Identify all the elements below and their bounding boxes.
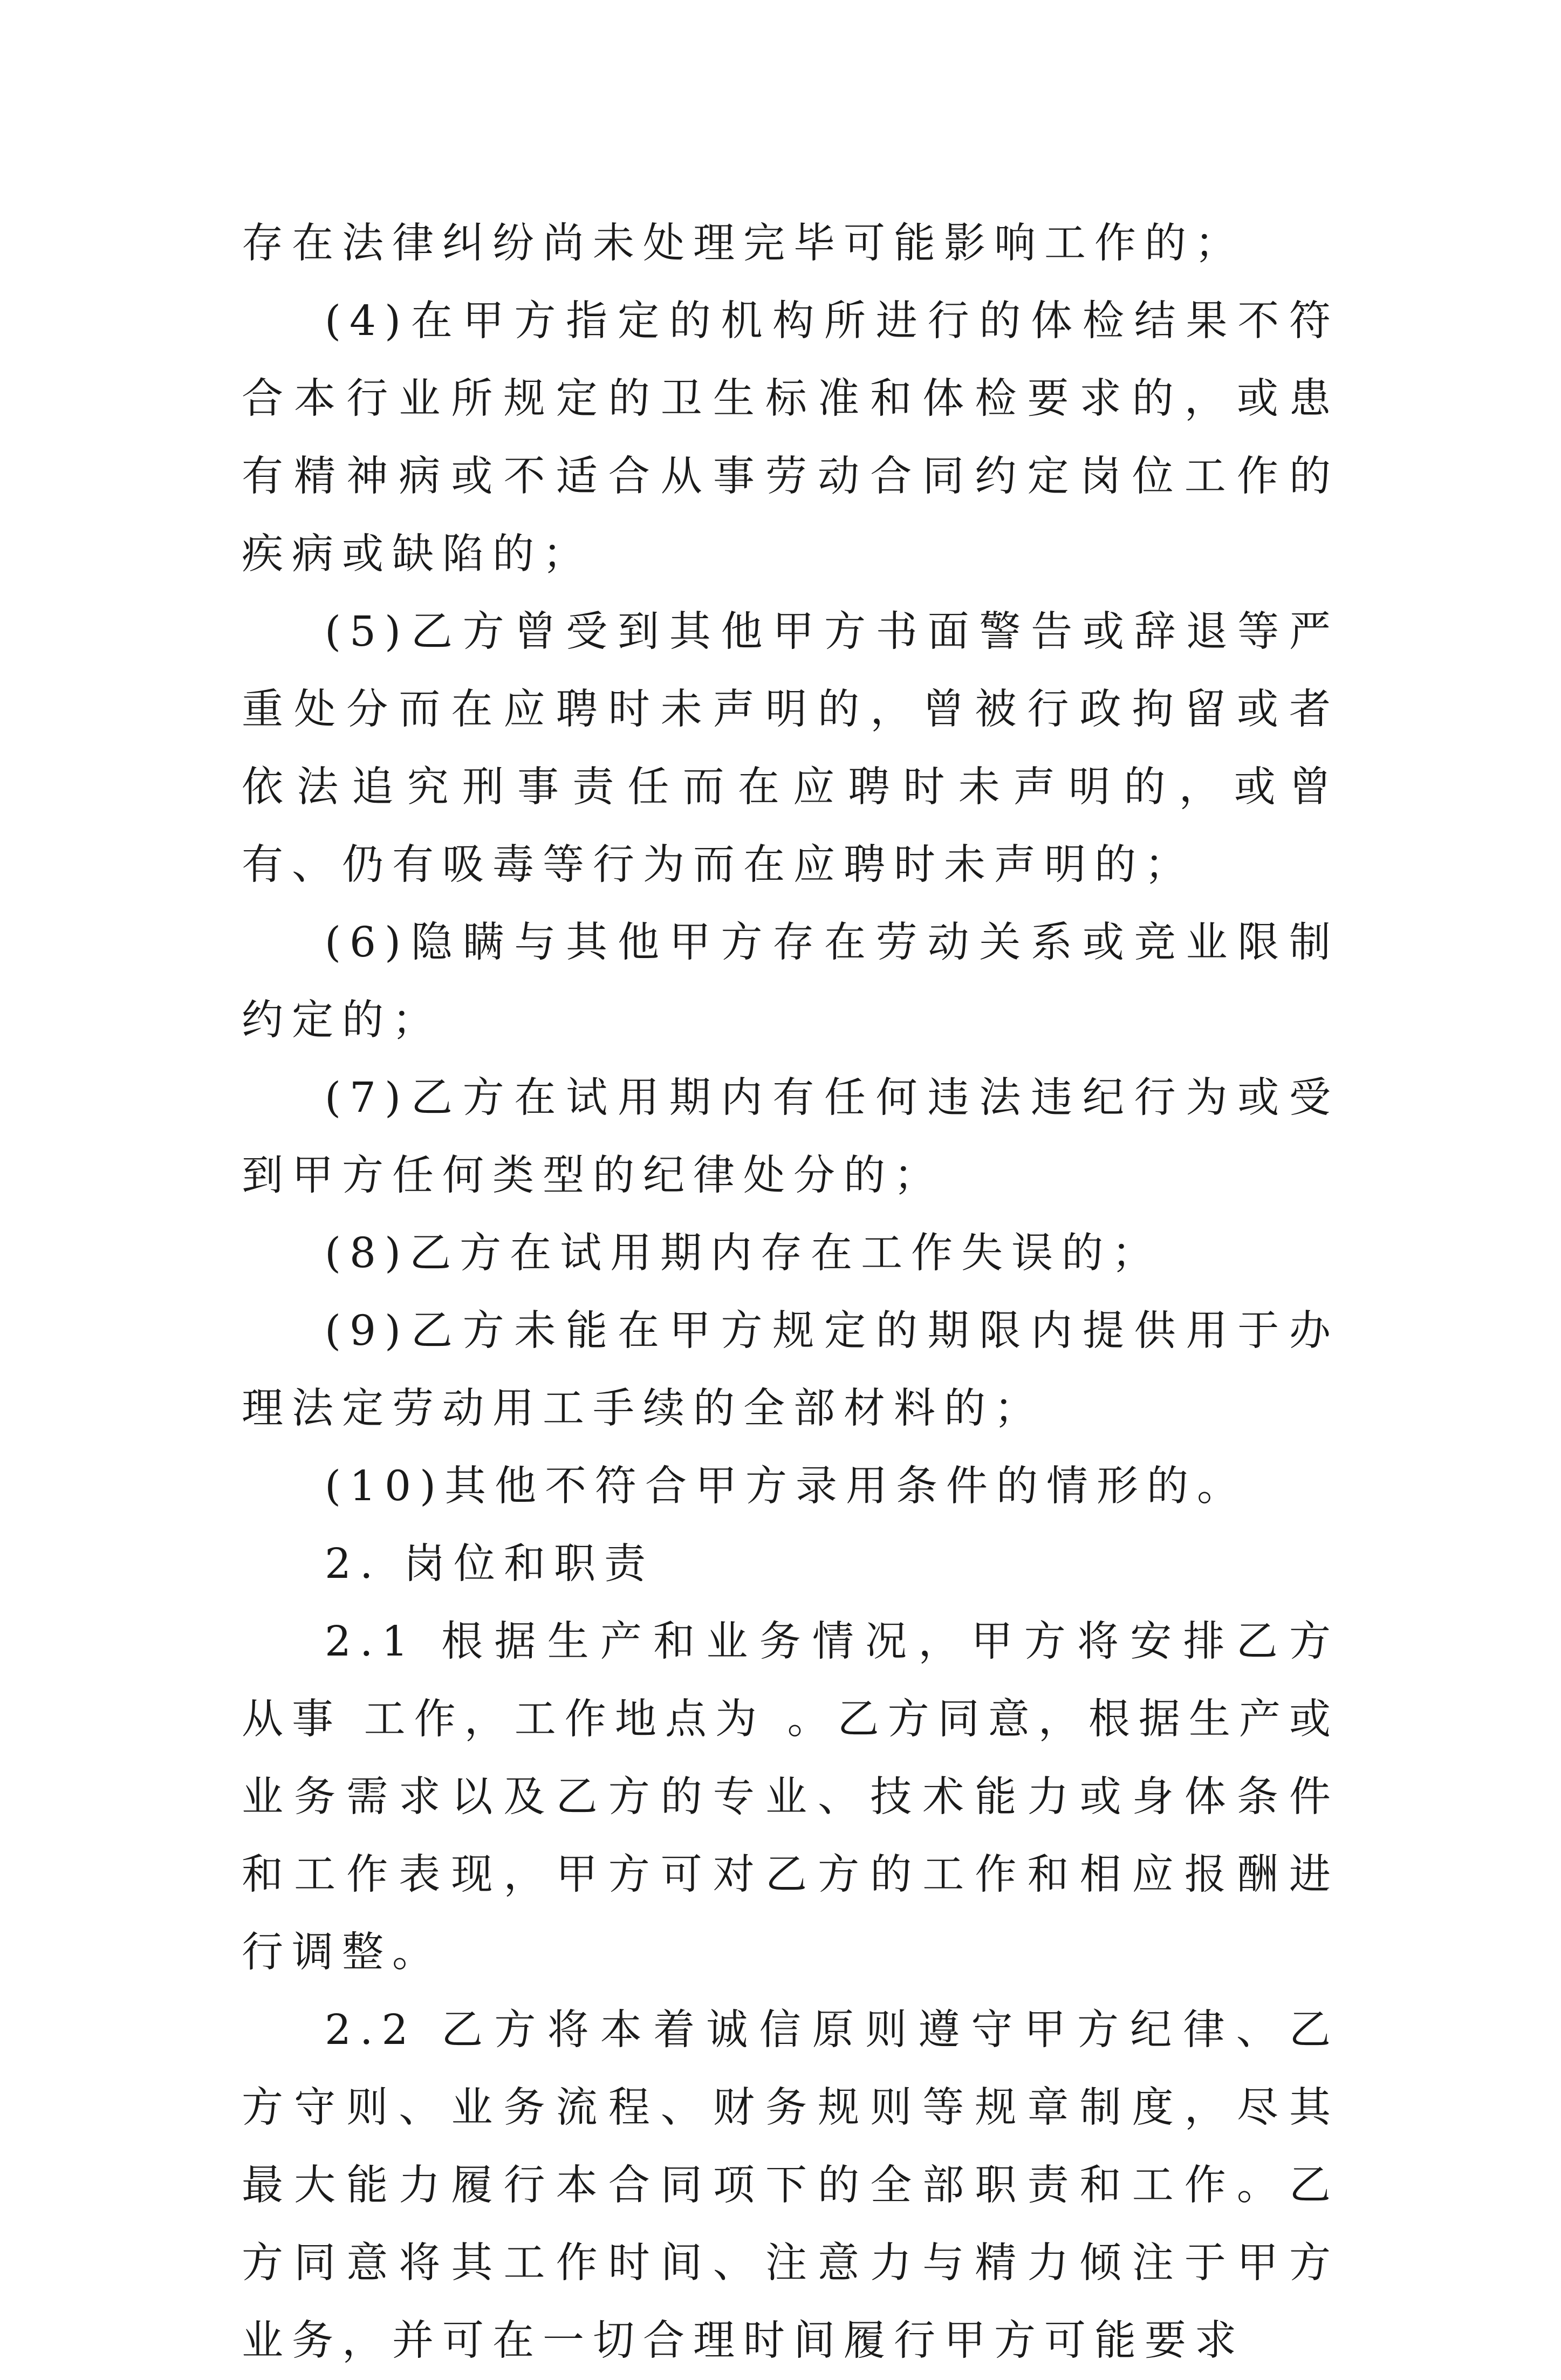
paragraph-item-10: (10)其他不符合甲方录用条件的情形的。 (325, 1462, 1248, 1510)
paragraph-item-4: (4)在甲方指定的机构所进行的体检结果不符合本行业所规定的卫生标准和体检要求的，或患有精神病或不适合从事劳动合同约定岗位工作的疾病或缺陷的； (242, 297, 1339, 578)
clause-2-2: 2.2 乙方将本着诚信原则遵守甲方纪律、乙方守则、业务流程、财务规则等规章制度，尽其最大能力履行本合同项下的全部职责和工作。乙方同意将其工作时间、注意力与精力倾注于甲方业务，并可在一切合理时间履行甲方可能要求 (242, 2006, 1339, 2365)
paragraph-item-8: (8)乙方在试用期内存在工作失误的； (325, 1229, 1162, 1277)
clause-2-1: 2.1 根据生产和业务情况，甲方将安排乙方从事 工作，工作地点为 。乙方同意，根据生产或业务需求以及乙方的专业、技术能力或身体条件和工作表现，甲方可对乙方的工作和相应报酬进行调整。 (242, 1618, 1339, 1977)
paragraph-item-7: (7)乙方在试用期内有任何违法违纪行为或受到甲方任何类型的纪律处分的； (242, 1074, 1339, 1200)
paragraph-item-9: (9)乙方未能在甲方规定的期限内提供用于办理法定劳动用工手续的全部材料的； (242, 1307, 1339, 1433)
contract-body (242, 205, 1339, 2380)
section-heading-2: 2. 岗位和职责 (325, 1540, 654, 1588)
paragraph-item-6: (6)隐瞒与其他甲方存在劳动关系或竞业限制约定的； (242, 919, 1339, 1044)
paragraph-continuation: 存在法律纠纷尚未处理完毕可能影响工作的； (242, 220, 1245, 268)
paragraph-item-5: (5)乙方曾受到其他甲方书面警告或辞退等严重处分而在应聘时未声明的，曾被行政拘留或者依法追究刑事责任而在应聘时未声明的，或曾有、仍有吸毒等行为而在应聘时未声明的； (242, 608, 1339, 889)
